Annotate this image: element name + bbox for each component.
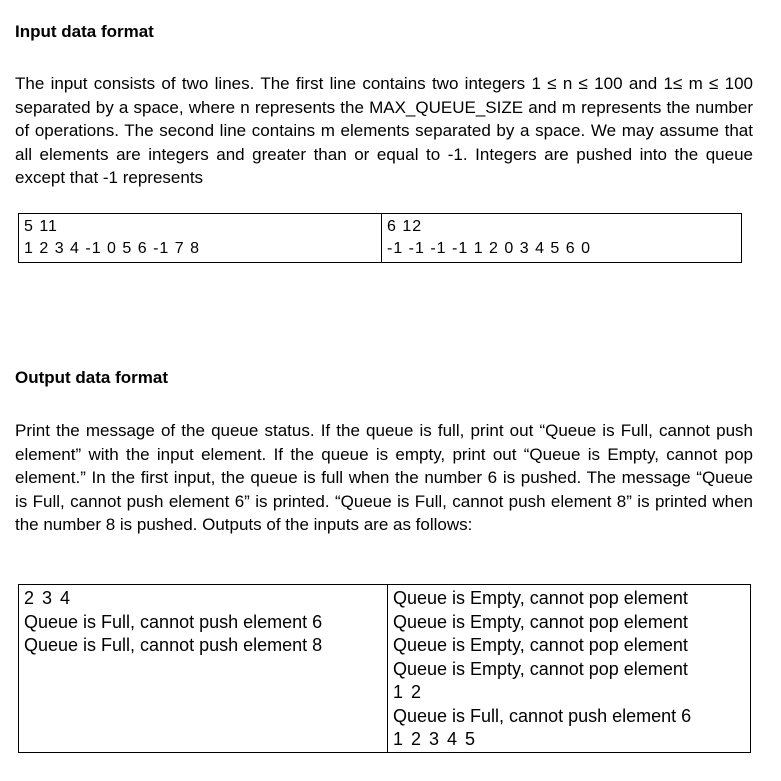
- input-example-2-line-2: -1 -1 -1 -1 1 2 0 3 4 5 6 0: [387, 240, 591, 257]
- input-examples-table: [18, 213, 742, 263]
- output-line: Queue is Full, cannot push element 8: [24, 635, 323, 655]
- input-example-2-line-1: 6 12: [387, 218, 423, 235]
- output-line: Queue is Empty, cannot pop element: [393, 588, 688, 608]
- output-example-2: [388, 585, 751, 753]
- output-line: Queue is Empty, cannot pop element: [393, 635, 688, 655]
- output-line: Queue is Full, cannot push element 6: [24, 611, 323, 632]
- input-example-2: [382, 214, 742, 263]
- table-row: [19, 585, 751, 753]
- input-format-description: The input consists of two lines. The first line contains two integers 1 ≤ n ≤ 100 and 1≤ m ≤ 100 separated by a space, where n represents the MAX_QUEUE_SIZE and m represents the number of operations. The second line contains m elements separated by a space. We may assume that all elements are integers and greater than or equal to -1. Integers are pushed into the queue except that -1 represents: [15, 74, 753, 187]
- output-line: 2 3 4: [24, 588, 72, 608]
- output-example-1: [19, 585, 388, 753]
- table-row: [19, 214, 742, 263]
- input-example-1: [19, 214, 382, 263]
- output-format-heading: Output data format: [15, 368, 168, 387]
- input-example-1-line-1: 5 11: [24, 218, 58, 235]
- output-line: Queue is Empty, cannot pop element: [393, 658, 688, 679]
- output-format-description: Print the message of the queue status. If the queue is full, print out “Queue is Full, cannot push element” with the input element. If the queue is empty, print out “Queue is Empty, cannot pop element.” In the first input, the queue is full when the number 6 is pushed. The message “Queue is Full, cannot push element 6” is printed. “Queue is Full, cannot push element 8” is printed when the number 8 is pushed. Outputs of the inputs are as follows:: [15, 421, 753, 534]
- output-line: 1 2: [393, 682, 423, 702]
- input-example-1-line-2: 1 2 3 4 -1 0 5 6 -1 7 8: [24, 240, 200, 257]
- output-examples-table: [18, 584, 751, 753]
- output-line: 1 2 3 4 5: [393, 729, 477, 749]
- output-line: Queue is Empty, cannot pop element: [393, 611, 688, 632]
- input-format-heading: Input data format: [15, 22, 154, 41]
- output-line: Queue is Full, cannot push element 6: [393, 705, 692, 726]
